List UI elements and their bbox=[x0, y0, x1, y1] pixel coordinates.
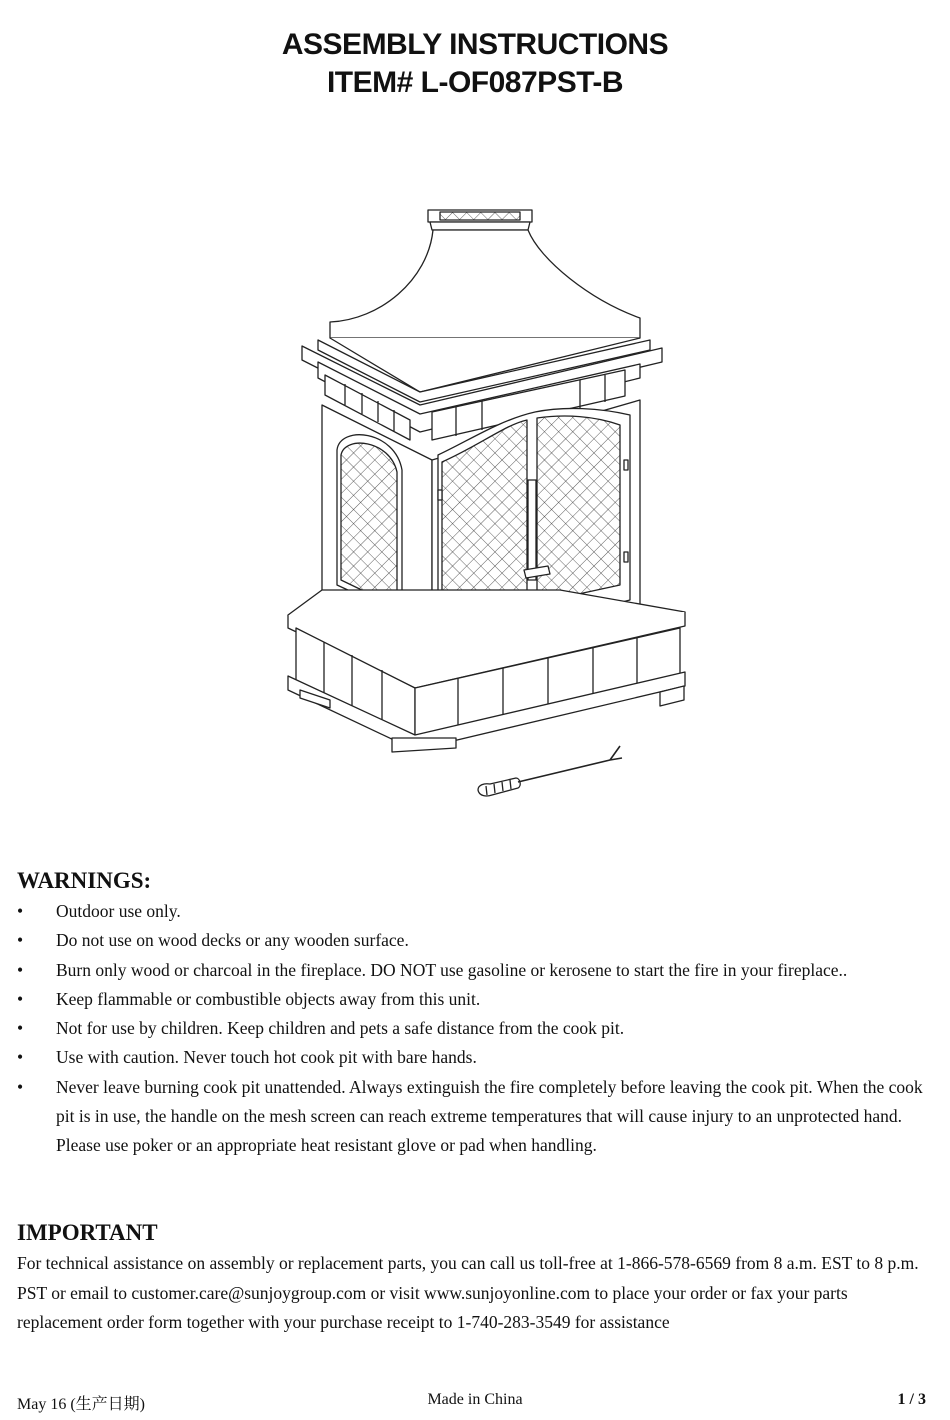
footer-date: May 16 (生产日期) bbox=[17, 1396, 145, 1413]
warning-text: Keep flammable or combustible objects away from this unit. bbox=[56, 988, 481, 1009]
warning-text: Not for use by children. Keep children and pets a safe distance from the cook pit. bbox=[56, 1018, 625, 1039]
warning-text: Use with caution. Never touch hot cook pit with bare hands. bbox=[56, 1047, 477, 1068]
bullet-icon: • bbox=[17, 988, 24, 1009]
important-text: For technical assistance on assembly or replacement parts, you can call us toll-free at 1-866-578-6569 from 8 a.m. EST to 8 p.m. PST or email to customer.care@sunjoygroup.com or visit www.sunjoyonline.com to place your order or fax your parts replacement order form together with your purchase receipt to 1-740-283-3549 for assistance bbox=[17, 1253, 919, 1332]
page-number: 1 / 3 bbox=[897, 1391, 926, 1408]
footer-origin: Made in China bbox=[427, 1391, 523, 1408]
bullet-icon: • bbox=[17, 930, 24, 951]
warning-text: Do not use on wood decks or any wooden surface. bbox=[56, 930, 409, 951]
warning-text: Burn only wood or charcoal in the fireplace. DO NOT use gasoline or kerosene to start the fire in your fireplace.. bbox=[56, 959, 848, 980]
important-heading: IMPORTANT bbox=[17, 1220, 158, 1245]
warning-item bbox=[17, 956, 937, 985]
warning-item bbox=[17, 1073, 937, 1161]
warnings-list bbox=[17, 897, 937, 1161]
warning-item bbox=[17, 897, 937, 926]
bullet-icon: • bbox=[17, 901, 24, 921]
bullet-icon: • bbox=[17, 1018, 24, 1039]
warning-text: Never leave burning cook pit unattended. Always extinguish the fire completely before leaving the cook pit. When the cook pit is in use, the handle on the mesh screen can reach extreme temperatures that will cause injury to an unprotected hand. Please use poker or an appropriate heat resistant glove or pad when handling. bbox=[56, 1076, 923, 1156]
warning-text: Outdoor use only. bbox=[56, 901, 181, 921]
item-number: ITEM# L-OF087PST-B bbox=[326, 66, 624, 99]
warning-item bbox=[17, 1043, 937, 1072]
warning-item bbox=[17, 1014, 937, 1043]
warning-item bbox=[17, 926, 937, 955]
title-line-1: ASSEMBLY INSTRUCTIONS bbox=[281, 28, 669, 61]
fireplace-illustration-icon bbox=[270, 190, 710, 810]
bullet-icon: • bbox=[17, 959, 24, 980]
bullet-icon: • bbox=[17, 1047, 24, 1068]
bullet-icon: • bbox=[17, 1076, 24, 1097]
warnings-heading: WARNINGS: bbox=[17, 868, 152, 893]
warning-item bbox=[17, 985, 937, 1014]
